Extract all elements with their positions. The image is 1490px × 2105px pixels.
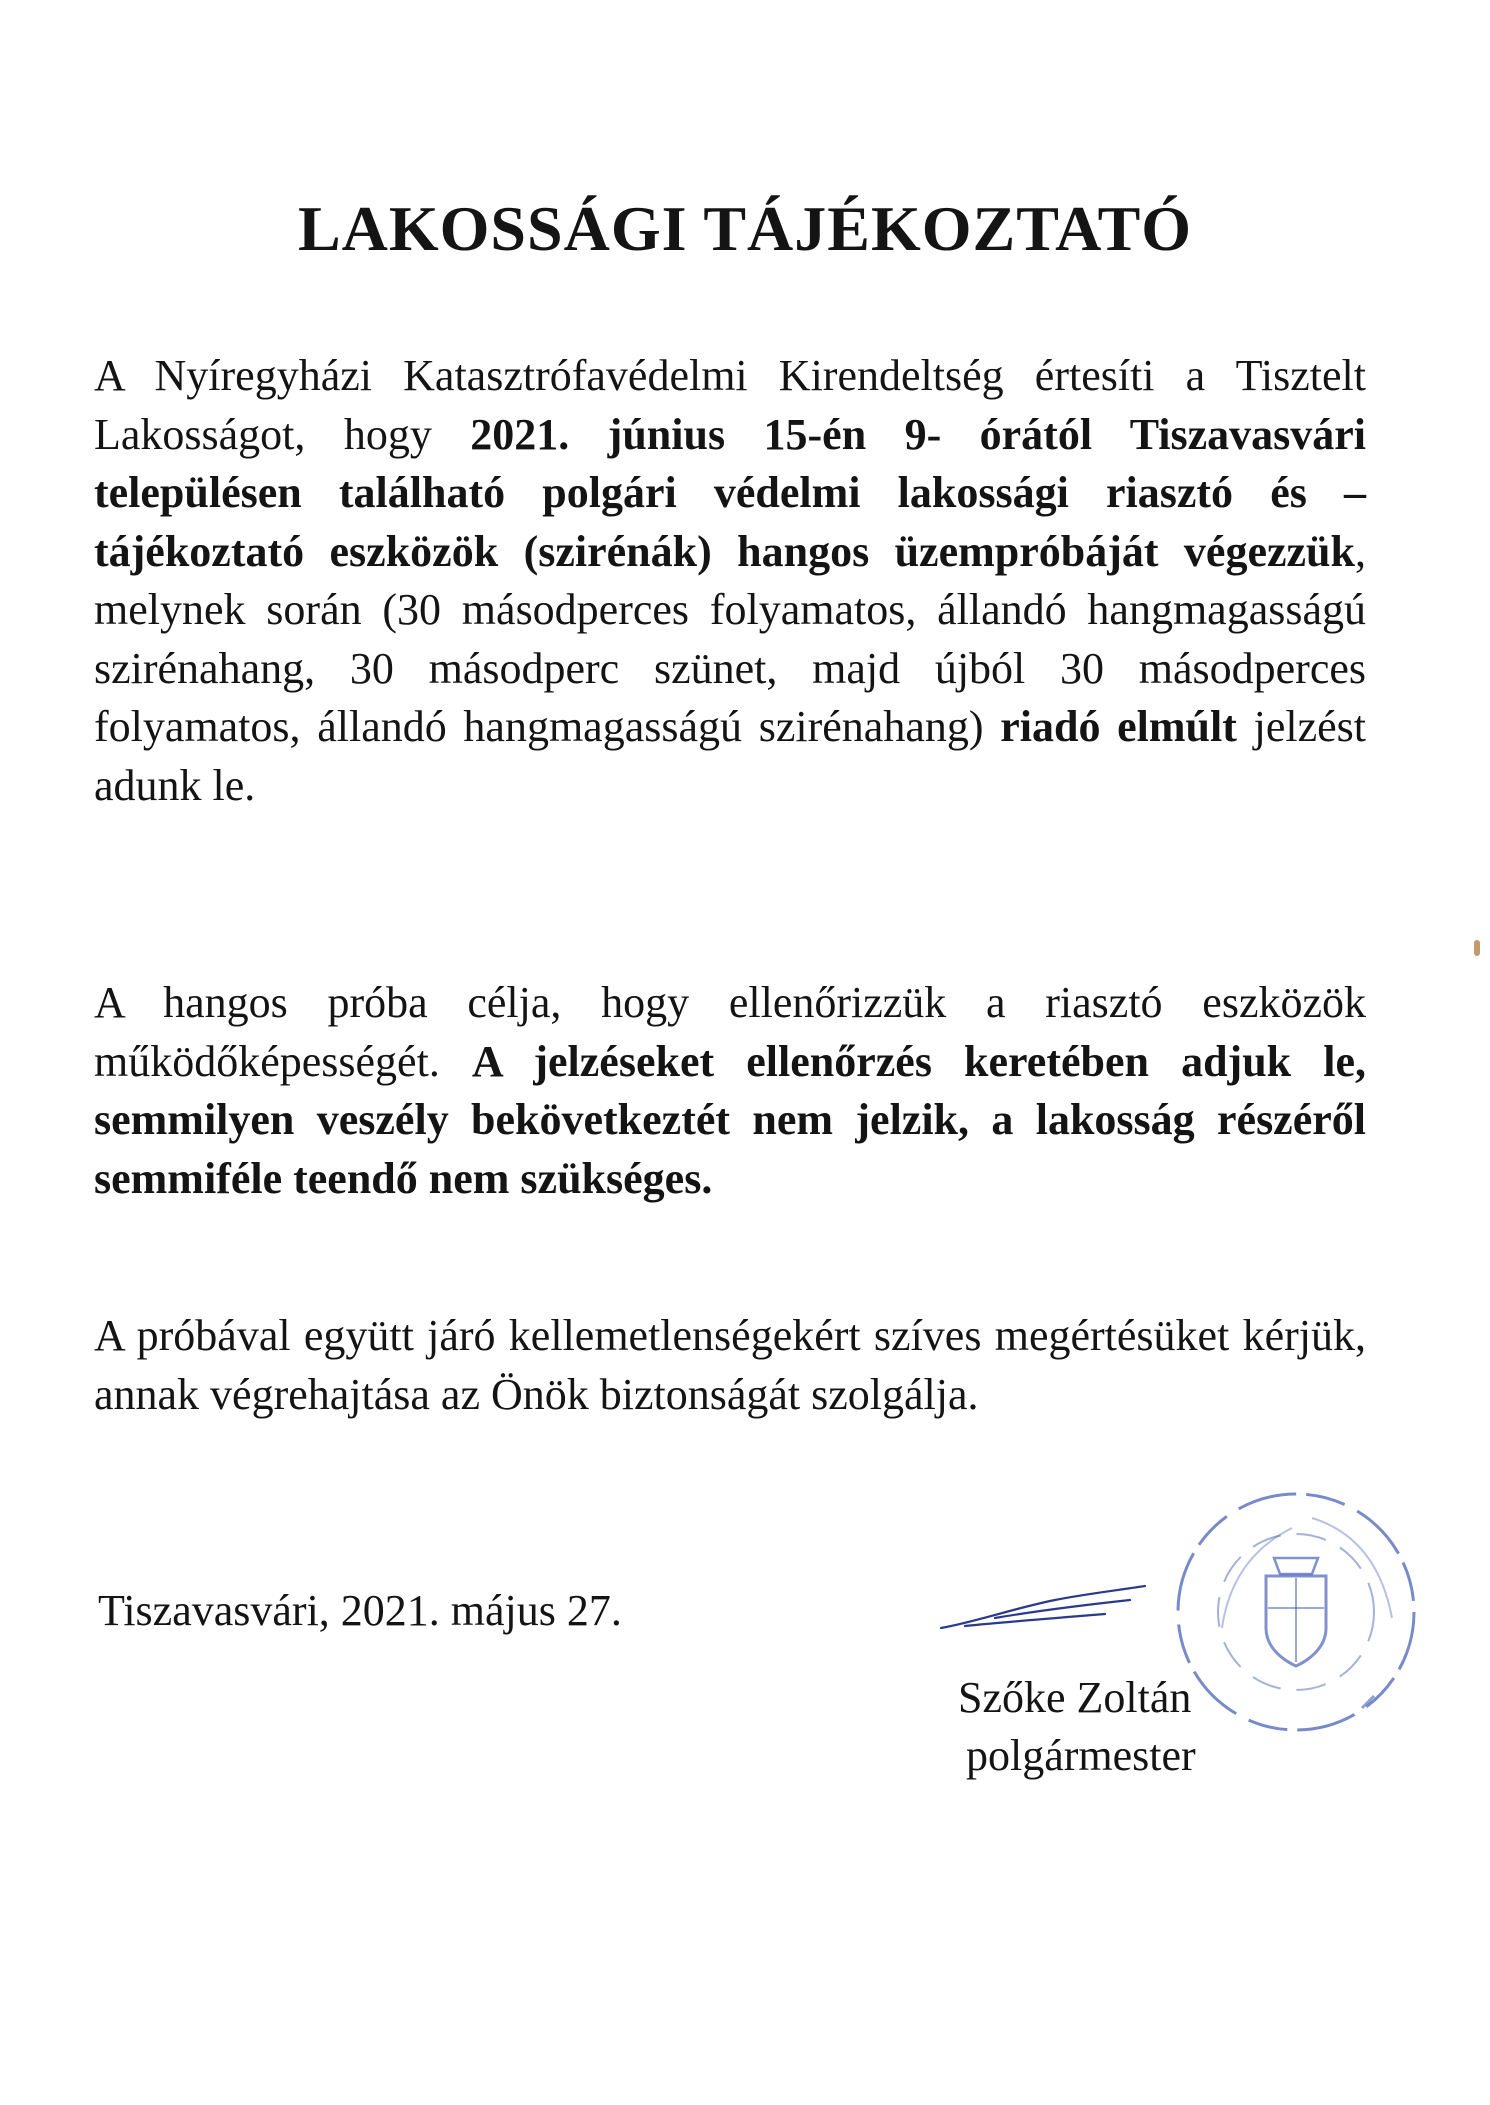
paragraph-text: jelzést adunk le. [94,702,1366,810]
document-title: LAKOSSÁGI TÁJÉKOZTATÓ [297,193,1193,264]
paragraph-text: A Nyíregyházi Katasztrófavédelmi Kirendeltség értesíti a Tisztelt Lakosságot, hogy [94,351,1366,459]
place-date: Tiszavasvári, 2021. május 27. [98,1586,622,1635]
signer-name: Szőke Zoltán [958,1673,1192,1722]
scan-speck [1474,940,1480,956]
paragraph-text: , melynek során (30 másodperces folyamatos, állandó hangmagasságú szirénahang, 30 másodperc szünet, majd újból 30 másodperces folyamatos, állandó hangmagasságú szirénahang) [94,526,1366,751]
paragraph-text: A hangos próba célja, hogy ellenőrizzük a riasztó eszközök működőképességét. [94,978,1366,1086]
signer-title: polgármester [966,1731,1196,1780]
paragraph-bold-text: 2021. június 15-én 9- órától Tiszavasvári településen található polgári védelmi lakossági riasztó és –tájékoztató eszközök (szirénák) hangos üzempróbáját végezzük [94,409,1366,576]
paragraph-bold-text: A jelzéseket ellenőrzés keretében adjuk le, semmilyen veszély bekövetkeztét nem jelzik, a lakosság részéről semmiféle teendő nem szükséges. [94,1036,1366,1203]
handwritten-signature [935,1578,1155,1638]
purpose-paragraph [94,974,1366,1208]
official-stamp [1162,1478,1430,1746]
announcement-paragraph [94,347,1366,815]
paragraph-bold-text: riadó elmúlt [1000,702,1237,751]
signature-block [958,1669,1196,1785]
apology-paragraph: A próbával együtt járó kellemetlenségekért szíves megértésüket kérjük, annak végrehajtása az Önök biztonságát szolgálja. [94,1311,1366,1419]
